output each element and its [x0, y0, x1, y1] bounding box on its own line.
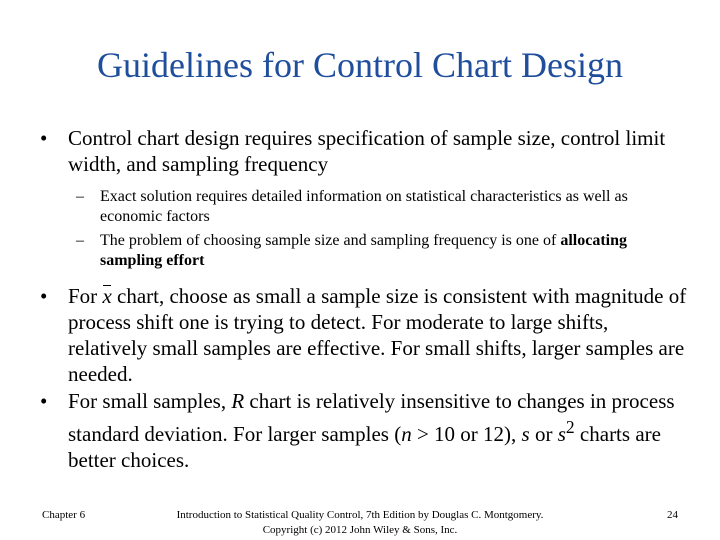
r-symbol: R	[231, 389, 245, 413]
bullet-3-text-a: For small samples,	[68, 389, 232, 413]
page-number: 24	[667, 509, 678, 521]
s-squared-symbol: s	[557, 422, 566, 446]
sub-bullet-2-bold-text: allocating sampling effort	[100, 232, 627, 269]
footer-citation-line-1: Introduction to Statistical Quality Control, 7th Edition by Douglas C. Montgomery.	[176, 509, 544, 521]
s-symbol: s	[521, 422, 530, 446]
footer-chapter: Chapter 6	[42, 509, 86, 521]
bullet-glyph: •	[40, 389, 48, 413]
sub-bullet-1	[76, 187, 690, 227]
slide-title: Guidelines for Control Chart Design	[97, 45, 623, 85]
sub-bullet-1-text: Exact solution requires detailed information on statistical characteristics as well as economic factors	[100, 188, 628, 225]
bullet-2-prefix: For	[68, 284, 98, 308]
bullet-3-text-c: > 10 or 12),	[411, 422, 522, 446]
dash-glyph: –	[76, 232, 84, 249]
bullet-glyph: •	[40, 126, 48, 150]
dash-glyph: –	[76, 188, 84, 205]
bullet-3-text-d: or	[529, 422, 558, 446]
bullet-3-text-b: chart is relatively insensitive to changes in process standard deviation. For larger samples (	[68, 389, 675, 446]
sub-bullet-2	[76, 231, 690, 271]
footer-citation	[140, 508, 580, 538]
sub-bullet-2-text: The problem of choosing sample size and sampling frequency is one of	[100, 232, 561, 249]
n-symbol: n	[401, 422, 412, 446]
bullet-2	[40, 283, 690, 387]
slide-body	[40, 125, 690, 473]
bullet-1-text: Control chart design requires specification of sample size, control limit width, and sampling frequency	[68, 126, 666, 176]
footer-citation-line-2: Copyright (c) 2012 John Wiley & Sons, Inc.	[262, 524, 458, 536]
bullet-2-text: chart, choose as small a sample size is consistent with magnitude of process shift one is trying to detect. For moderate to large shifts, relatively small samples are effective. For small shifts, larger samples are needed.	[68, 284, 687, 386]
x-bar-symbol: x	[102, 284, 112, 308]
bullet-glyph: •	[40, 284, 48, 308]
superscript-2: 2	[565, 417, 575, 437]
bullet-3-text-e: charts are better choices.	[68, 422, 661, 472]
bullet-3	[40, 388, 690, 473]
bullet-1	[40, 125, 690, 177]
